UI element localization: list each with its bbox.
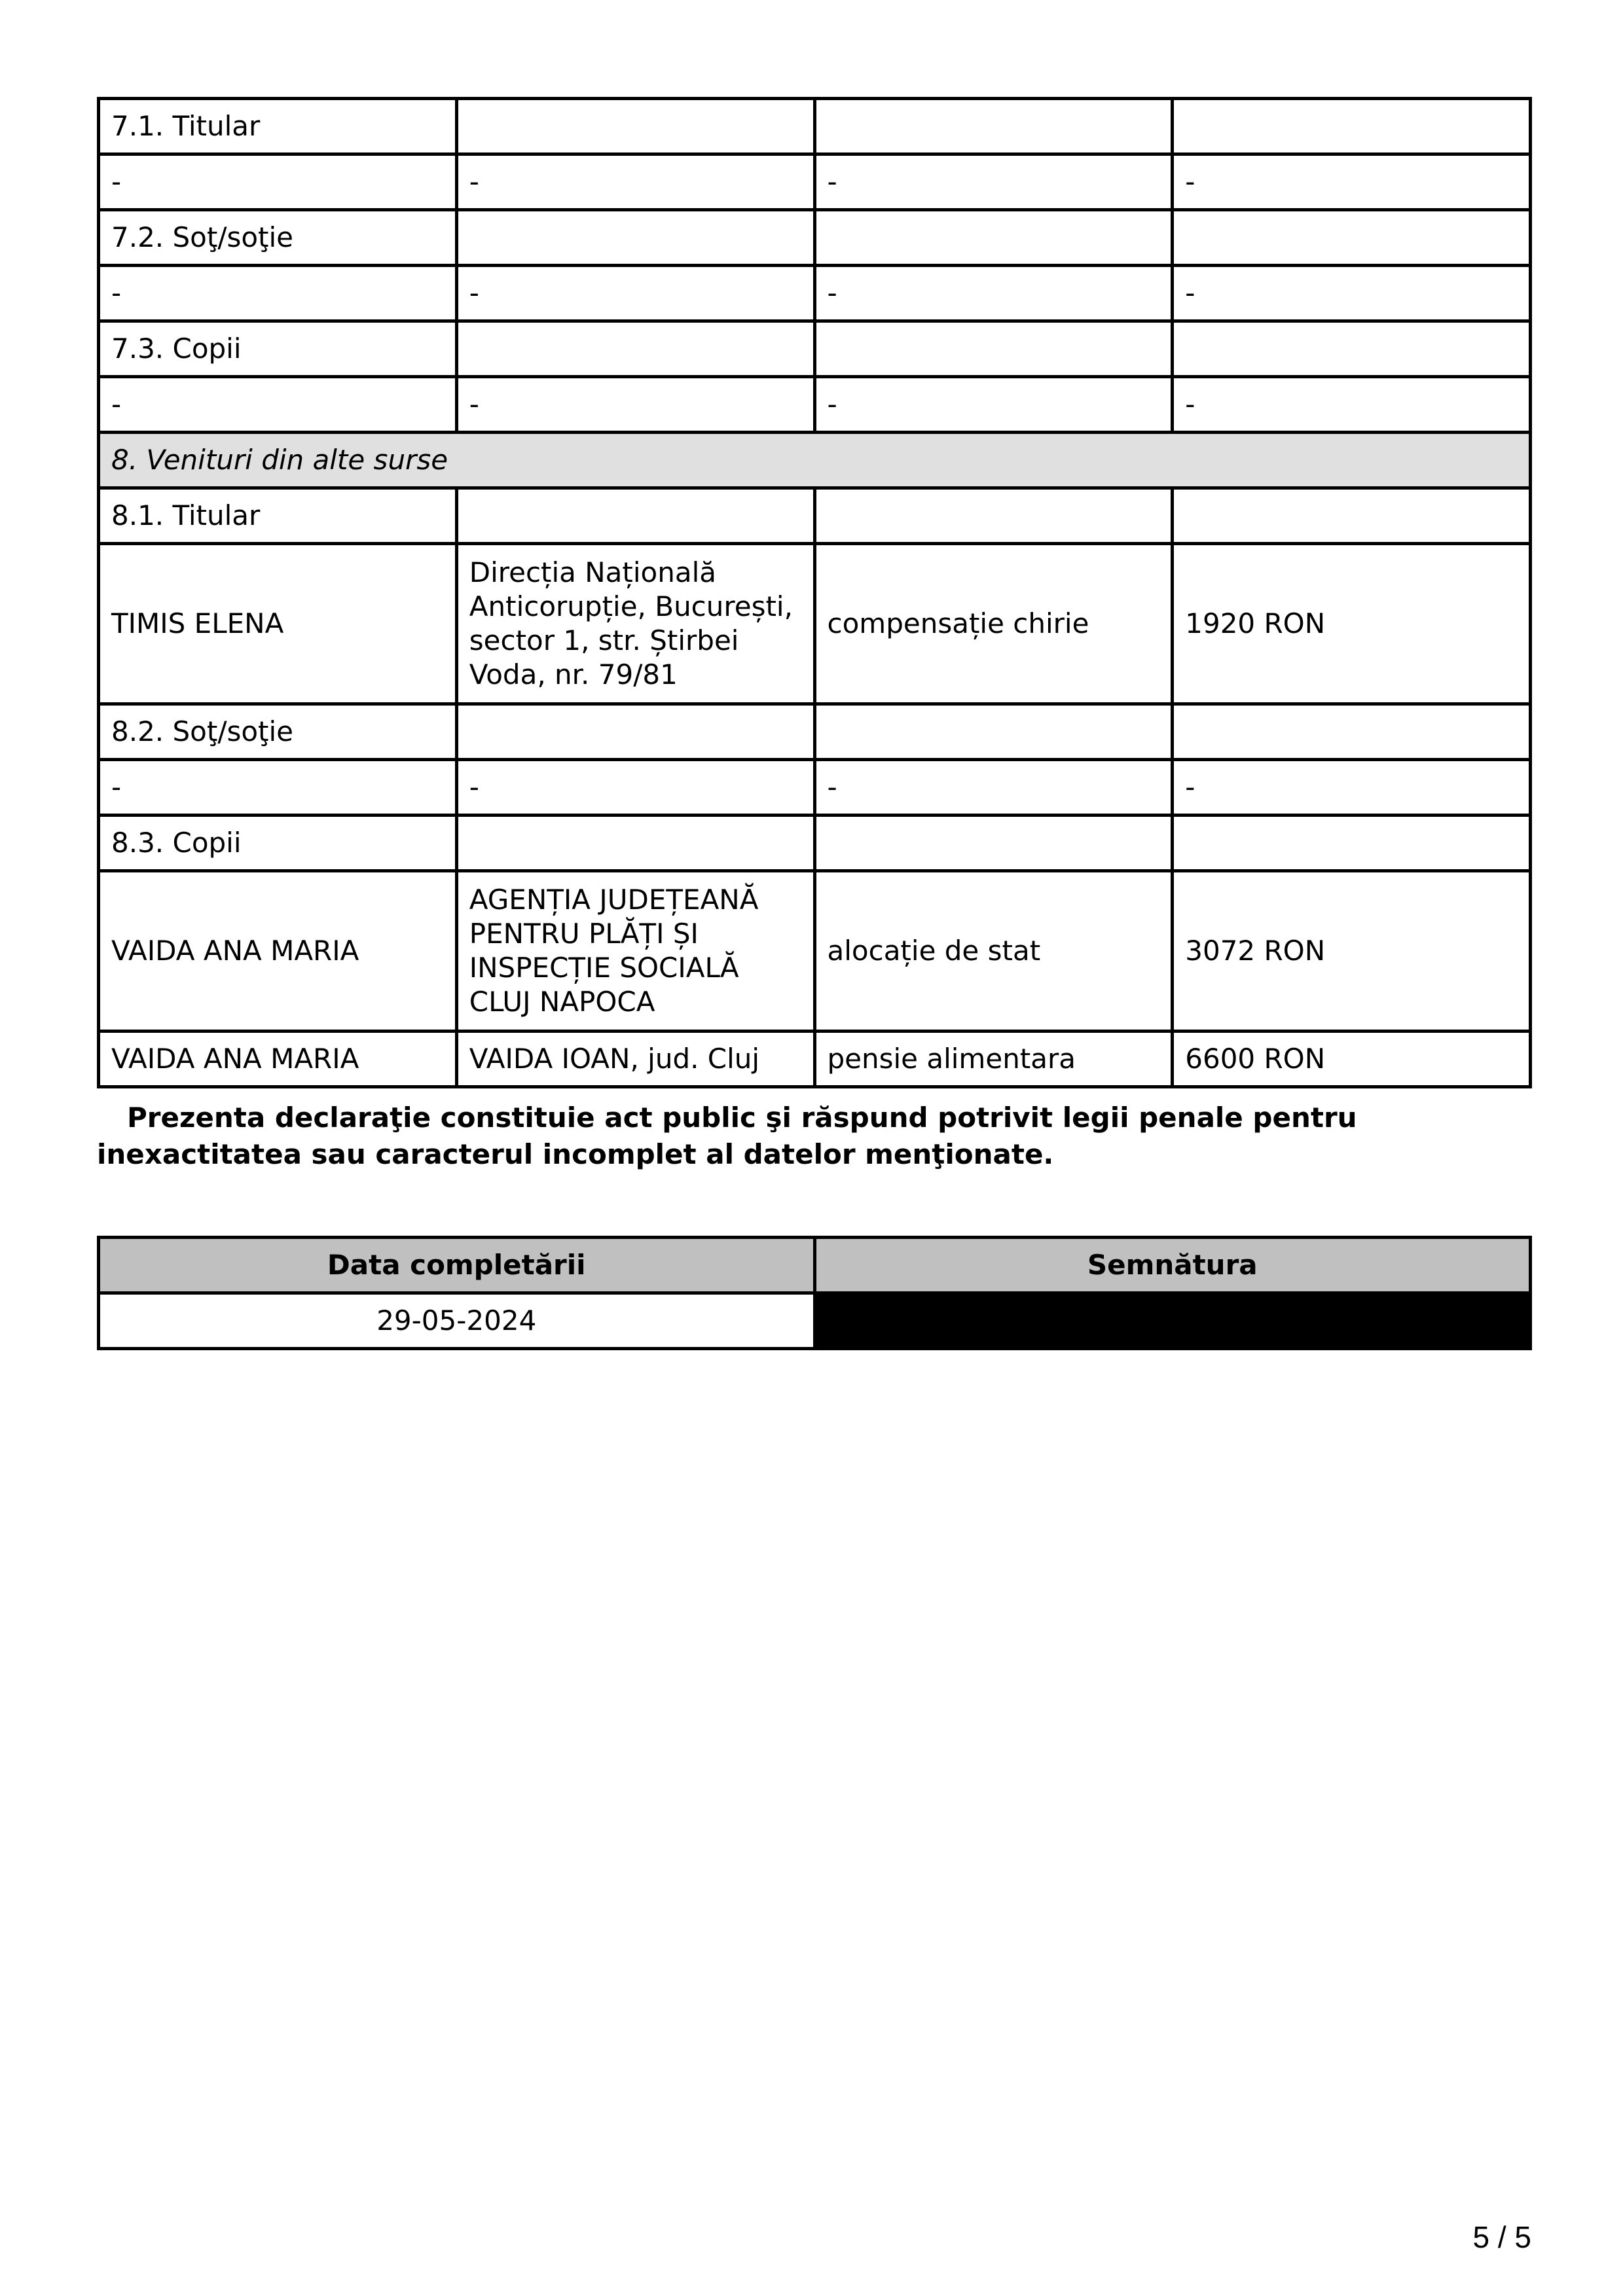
table-cell: - [99, 377, 457, 433]
table-cell [814, 210, 1173, 266]
table-cell: - [456, 154, 814, 210]
table-cell: 8.2. Soţ/soţie [99, 704, 457, 760]
table-cell [814, 321, 1173, 377]
table-cell: - [814, 154, 1173, 210]
table-cell: AGENȚIA JUDEȚEANĂ PENTRU PLĂȚI ȘI INSPECȚIE SOCIALĂ CLUJ NAPOCA [456, 871, 814, 1031]
signature-value-row [99, 1293, 1531, 1349]
table-cell: 7.1. Titular [99, 99, 457, 154]
category-row [99, 816, 1531, 871]
category-row [99, 210, 1531, 266]
table-cell [456, 99, 814, 154]
table-cell: - [814, 377, 1173, 433]
table-cell: - [456, 266, 814, 321]
table-cell: - [814, 760, 1173, 816]
table-cell: Direcția Națională Anticorupție, București, sector 1, str. Știrbei Voda, nr. 79/81 [456, 544, 814, 704]
table-cell: 3072 RON [1173, 871, 1531, 1031]
table-cell: VAIDA IOAN, jud. Cluj [456, 1031, 814, 1087]
table-cell: alocație de stat [814, 871, 1173, 1031]
signature-header: Semnătura [814, 1238, 1531, 1293]
table-cell [456, 704, 814, 760]
declaration-text: Prezenta declaraţie constituie act public şi răspund potrivit legii penale pentru inexactitatea sau caracterul incomplet al datelor menţionate. [97, 1102, 1357, 1170]
table-row [99, 1031, 1531, 1087]
table-cell [1173, 704, 1531, 760]
table-cell [456, 816, 814, 871]
table-cell: 7.3. Copii [99, 321, 457, 377]
table-cell: - [1173, 760, 1531, 816]
income-table-body [99, 99, 1531, 1087]
signature-header-row [99, 1238, 1531, 1293]
table-cell: - [99, 154, 457, 210]
section-header-row [99, 433, 1531, 488]
table-cell [1173, 99, 1531, 154]
income-table [97, 97, 1532, 1088]
date-value: 29-05-2024 [99, 1293, 815, 1349]
table-cell: 8.3. Copii [99, 816, 457, 871]
table-cell: compensație chirie [814, 544, 1173, 704]
table-cell [814, 488, 1173, 544]
table-cell [456, 210, 814, 266]
table-cell: - [814, 266, 1173, 321]
signature-table [97, 1236, 1532, 1350]
category-row [99, 321, 1531, 377]
table-cell: VAIDA ANA MARIA [99, 1031, 457, 1087]
table-cell [456, 488, 814, 544]
table-cell [1173, 210, 1531, 266]
table-cell [814, 704, 1173, 760]
table-cell: pensie alimentara [814, 1031, 1173, 1087]
table-cell [456, 321, 814, 377]
table-cell [814, 99, 1173, 154]
table-row [99, 544, 1531, 704]
table-cell: - [1173, 377, 1531, 433]
table-cell [814, 816, 1173, 871]
category-row [99, 704, 1531, 760]
table-cell [1173, 816, 1531, 871]
table-cell [1173, 321, 1531, 377]
table-cell: VAIDA ANA MARIA [99, 871, 457, 1031]
signature-redacted-block [814, 1293, 1531, 1349]
table-row [99, 377, 1531, 433]
table-row [99, 154, 1531, 210]
table-cell: - [1173, 266, 1531, 321]
table-row [99, 871, 1531, 1031]
table-row [99, 760, 1531, 816]
date-header: Data completării [99, 1238, 815, 1293]
category-row [99, 99, 1531, 154]
table-cell: 6600 RON [1173, 1031, 1531, 1087]
table-cell: - [456, 760, 814, 816]
table-cell: - [1173, 154, 1531, 210]
table-cell: - [99, 266, 457, 321]
table-cell: 1920 RON [1173, 544, 1531, 704]
table-cell [1173, 488, 1531, 544]
table-cell: 7.2. Soţ/soţie [99, 210, 457, 266]
category-row [99, 488, 1531, 544]
page-number: 5 / 5 [1472, 2220, 1531, 2254]
table-cell: 8.1. Titular [99, 488, 457, 544]
section-title: 8. Venituri din alte surse [99, 433, 1531, 488]
table-row [99, 266, 1531, 321]
table-cell: - [456, 377, 814, 433]
table-cell: - [99, 760, 457, 816]
table-cell: TIMIS ELENA [99, 544, 457, 704]
